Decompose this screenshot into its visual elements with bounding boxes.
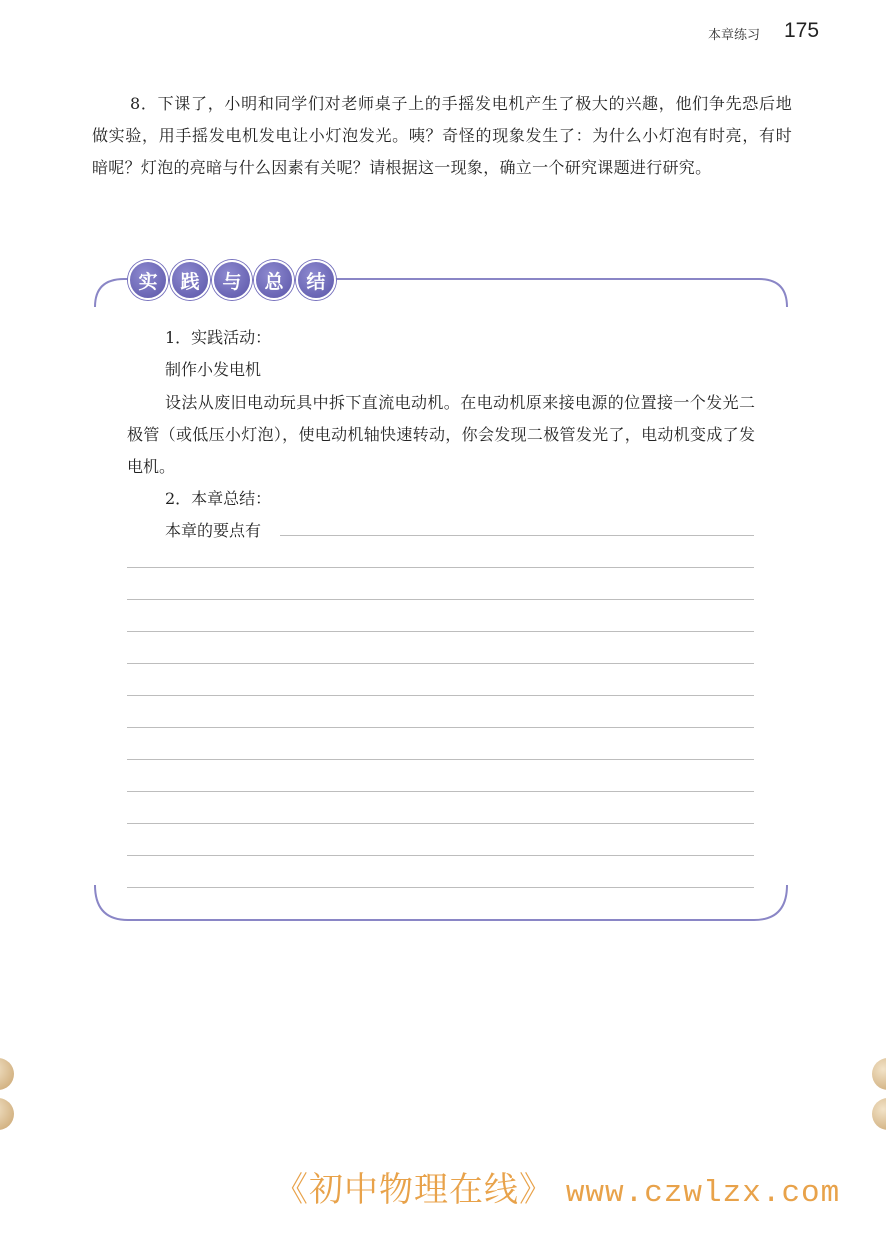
title-char: 践 xyxy=(170,260,210,300)
page-number: 175 xyxy=(784,19,820,42)
title-char: 结 xyxy=(296,260,336,300)
writing-line xyxy=(127,631,754,632)
item1-body: 设法从废旧电动玩具中拆下直流电动机。在电动机原来接电源的位置接一个发光二极管（或低压小灯泡），使电动机轴快速转动，你会发现二极管发光了，电动机变成了发电机。 xyxy=(127,393,755,476)
question-8: 8．下课了，小明和同学们对老师桌子上的手摇发电机产生了极大的兴趣，他们争先恐后地做实验，用手摇发电机发电让小灯泡发光。咦？奇怪的现象发生了：为什么小灯泡有时亮，有时暗呢？灯泡的亮暗与什么因素有关呢？请根据这一现象，确立一个研究课题进行研究。 xyxy=(92,94,792,177)
margin-tab-icon xyxy=(0,1058,14,1090)
title-char: 实 xyxy=(128,260,168,300)
writing-line xyxy=(127,727,754,728)
chapter-label: 本章练习 xyxy=(708,28,761,43)
margin-tab-icon xyxy=(0,1098,14,1130)
writing-line xyxy=(127,695,754,696)
watermark-name: 《初中物理在线》 xyxy=(274,1170,554,1210)
watermark xyxy=(274,1162,840,1211)
margin-tab-icon xyxy=(872,1098,886,1130)
writing-line xyxy=(127,663,754,664)
title-char: 与 xyxy=(212,260,252,300)
item1-heading: 1．实践活动： xyxy=(165,328,272,347)
writing-line xyxy=(127,599,754,600)
writing-line xyxy=(280,535,754,536)
item2-heading: 2．本章总结： xyxy=(165,489,272,508)
section-title xyxy=(128,260,336,300)
margin-tab-icon xyxy=(872,1058,886,1090)
item1-subtitle: 制作小发电机 xyxy=(165,360,262,379)
title-char: 总 xyxy=(254,260,294,300)
writing-line xyxy=(127,791,754,792)
summary-prompt: 本章的要点有 xyxy=(165,521,262,540)
writing-line xyxy=(127,855,754,856)
writing-line xyxy=(127,887,754,888)
watermark-url: www.czwlzx.com xyxy=(565,1176,841,1211)
writing-line xyxy=(127,567,754,568)
writing-line xyxy=(127,759,754,760)
writing-line xyxy=(127,823,754,824)
